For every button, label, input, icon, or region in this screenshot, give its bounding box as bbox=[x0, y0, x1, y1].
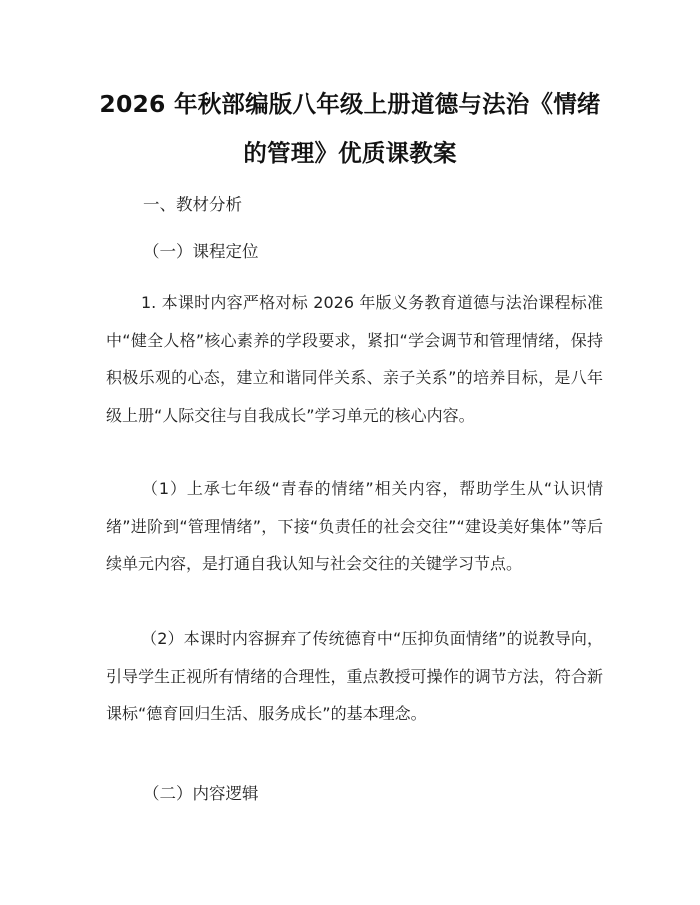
section-heading-textbook-analysis: 一、教材分析 bbox=[143, 195, 242, 214]
subsection-heading-course-position: （一）课程定位 bbox=[143, 242, 259, 261]
paragraph-course-standard bbox=[106, 284, 603, 434]
paragraph-text: （1）上承七年级“青春的情绪”相关内容，帮助学生从“认识情绪”进阶到“管理情绪”，下接“负责任的社会交往”“建设美好集体”等后续单元内容，是打通自我认知与社会交往的关键学习节点。 bbox=[106, 479, 603, 573]
paragraph-connection bbox=[106, 470, 603, 583]
subsection-heading-content-logic: （二）内容逻辑 bbox=[143, 784, 259, 803]
paragraph-teaching-concept bbox=[106, 620, 603, 733]
paragraph-text: （2）本课时内容摒弃了传统德育中“压抑负面情绪”的说教导向，引导学生正视所有情绪的合理性，重点教授可操作的调节方法，符合新课标“德育回归生活、服务成长”的基本理念。 bbox=[106, 629, 603, 723]
document-title: 2026 年秋部编版八年级上册道德与法治《情绪的管理》优质课教案 bbox=[99, 90, 601, 167]
paragraph-text: 1. 本课时内容严格对标 2026 年版义务教育道德与法治课程标准中“健全人格”核心素养的学段要求，紧扣“学会调节和管理情绪，保持积极乐观的心态，建立和谐同伴关系、亲子关系”的培养目标，是八年级上册“人际交往与自我成长”学习单元的核心内容。 bbox=[106, 293, 603, 425]
